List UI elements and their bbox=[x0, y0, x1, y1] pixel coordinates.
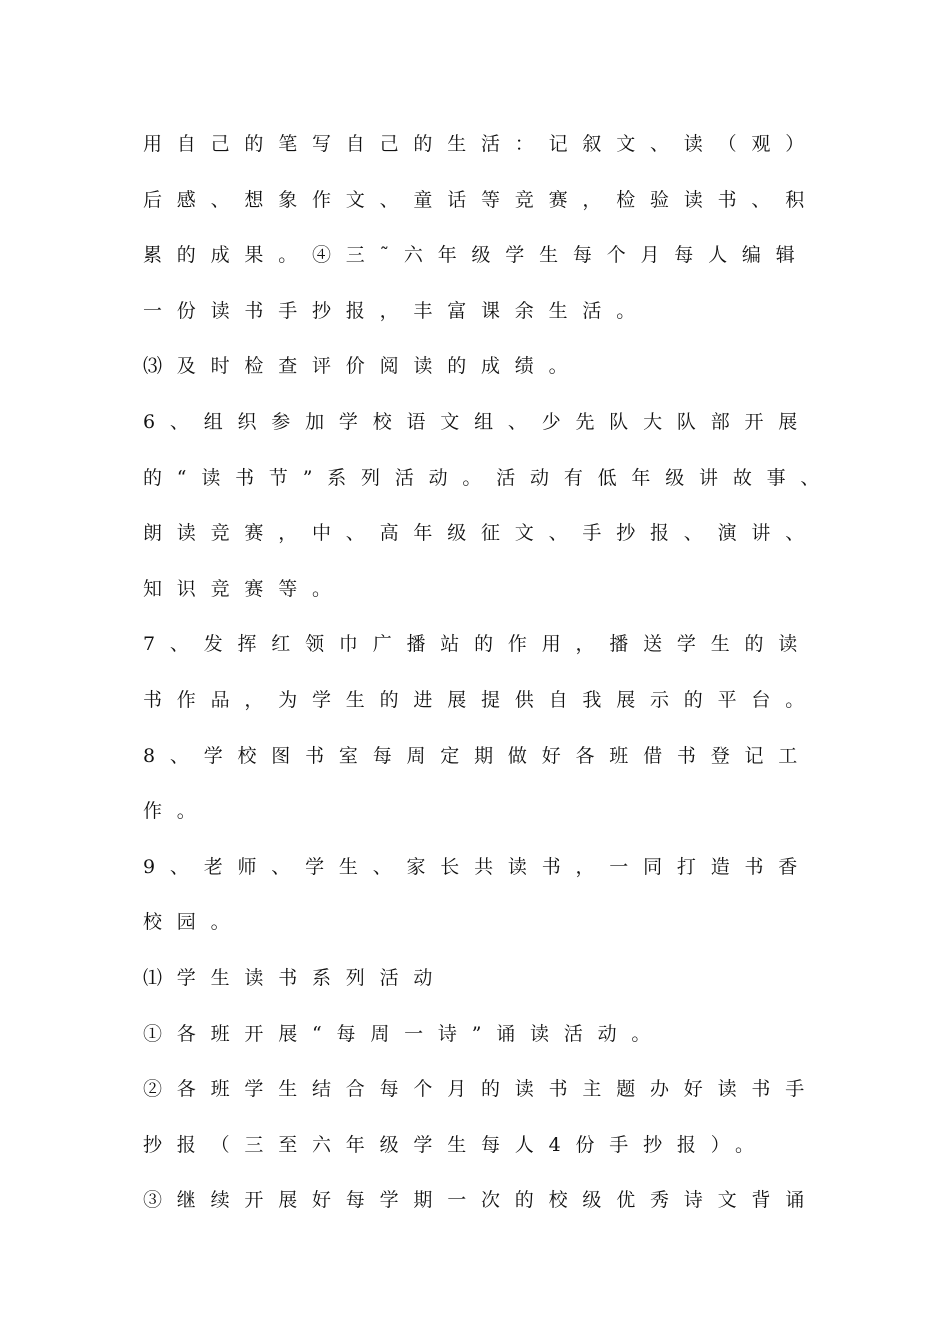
text-line: ③继续开展好每学期一次的校级优秀诗文背诵 bbox=[143, 1189, 820, 1211]
text-line: 9、老师、学生、家长共读书，一同打造书香 bbox=[143, 856, 813, 878]
text-line: 作。 bbox=[143, 800, 211, 822]
text-line: 的“读书节”系列活动。活动有低年级讲故事、 bbox=[143, 467, 835, 489]
text-line: 后感、想象作文、童话等竞赛，检验读书、积 bbox=[143, 189, 820, 211]
text-line: ⑶及时检查评价阅读的成绩。 bbox=[143, 355, 583, 377]
text-line: 7、发挥红领巾广播站的作用，播送学生的读 bbox=[143, 633, 813, 655]
text-line: 一份读书手抄报，丰富课余生活。 bbox=[143, 300, 651, 322]
text-line: 6、组织参加学校语文组、少先队大队部开展 bbox=[143, 411, 813, 433]
text-line: 校园。 bbox=[143, 911, 245, 933]
text-line: 书作品，为学生的进展提供自我展示的平台。 bbox=[143, 689, 820, 711]
text-line: 抄报（三至六年级学生每人4份手抄报）。 bbox=[143, 1134, 769, 1156]
text-line: ⑴学生读书系列活动 bbox=[143, 967, 448, 989]
text-line: 用自己的笔写自己的生活：记叙文、读（观） bbox=[143, 133, 820, 155]
text-line: 8、学校图书室每周定期做好各班借书登记工 bbox=[143, 745, 813, 767]
text-line: ②各班学生结合每个月的读书主题办好读书手 bbox=[143, 1078, 820, 1100]
text-line: ①各班开展“每周一诗”诵读活动。 bbox=[143, 1023, 666, 1045]
text-line: 累的成果。④三˜六年级学生每个月每人编辑 bbox=[143, 244, 810, 266]
text-line: 知识竞赛等。 bbox=[143, 578, 346, 600]
text-line: 朗读竞赛，中、高年级征文、手抄报、演讲、 bbox=[143, 522, 820, 544]
